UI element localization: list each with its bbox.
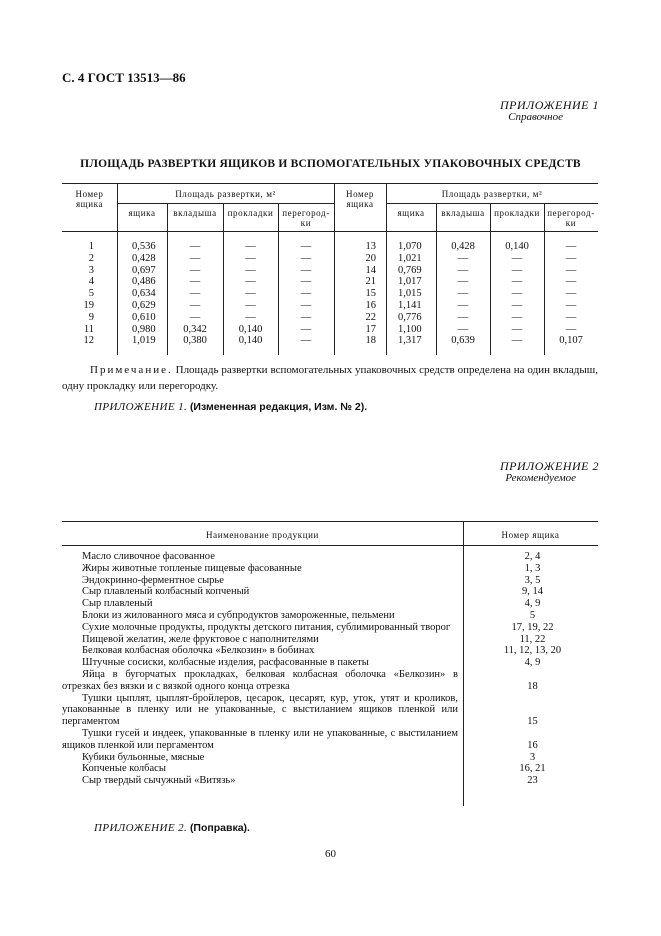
table-cell: 0,536 bbox=[132, 241, 156, 252]
table-cell: 15 bbox=[365, 288, 376, 300]
table-cell: 21 bbox=[365, 276, 376, 288]
table-cell: 0,140 bbox=[238, 323, 263, 335]
table-cell: 0,769 bbox=[398, 264, 422, 276]
table-cell: 3 bbox=[88, 264, 94, 276]
table-cell: — bbox=[189, 299, 201, 311]
table-cell: 9 bbox=[88, 311, 94, 323]
table-cell: 19 bbox=[83, 299, 94, 311]
product-name: Сыр твердый сычужный «Витязь» bbox=[82, 775, 236, 787]
product-name: Эндокринно-ферментное сырье bbox=[82, 574, 224, 586]
right-pad-column bbox=[490, 241, 544, 347]
product-name: Копченые колбасы bbox=[82, 763, 166, 775]
left-insert-column bbox=[167, 241, 223, 347]
table-row bbox=[62, 551, 598, 563]
table-cell: 0,697 bbox=[132, 264, 156, 276]
appendix1-subtitle: Справочное bbox=[508, 111, 563, 123]
products-rows bbox=[62, 551, 598, 787]
table-cell: — bbox=[300, 288, 312, 300]
table-row bbox=[62, 563, 598, 575]
table-cell: — bbox=[300, 241, 312, 252]
table-cell: 2 bbox=[88, 252, 94, 264]
table-cell: — bbox=[300, 299, 312, 311]
table-cell: 1,019 bbox=[132, 335, 156, 347]
table-row bbox=[62, 752, 598, 764]
table-cell: 0,428 bbox=[132, 252, 156, 264]
table-cell: 0,428 bbox=[451, 241, 475, 252]
table-cell: 0,140 bbox=[238, 335, 263, 347]
table-row bbox=[62, 610, 598, 622]
header-area-right: Площадь развертки, м² bbox=[441, 189, 543, 199]
edition-label: ПРИЛОЖЕНИЕ 1. bbox=[94, 401, 188, 413]
header-partition-right: перегород- ки bbox=[547, 208, 595, 228]
product-name: Штучные сосиски, колбасные изделия, расфасованные в пакеты bbox=[82, 657, 369, 669]
table-cell: — bbox=[245, 252, 256, 264]
table-cell: 14 bbox=[365, 264, 376, 276]
table-cell: — bbox=[300, 335, 312, 347]
header-nomer: Номер ящика bbox=[75, 189, 104, 209]
table-cell: — bbox=[511, 311, 523, 323]
edition2-label: ПРИЛОЖЕНИЕ 2. bbox=[94, 822, 188, 834]
table-cell: — bbox=[245, 288, 256, 300]
table-cell: 12 bbox=[83, 335, 94, 347]
table-cell: — bbox=[511, 288, 523, 300]
appendix2-subtitle: Рекомендуемое bbox=[505, 472, 576, 484]
box-number: 2, 4 bbox=[524, 551, 541, 562]
box-number: 3 bbox=[529, 751, 536, 763]
table-cell: 0,342 bbox=[183, 323, 207, 335]
table-row bbox=[62, 645, 598, 657]
table-cell: — bbox=[565, 299, 577, 311]
table-cell: 16 bbox=[365, 299, 376, 311]
table-cell: — bbox=[245, 276, 256, 288]
header-nomer-right: Номер ящика bbox=[345, 189, 375, 209]
table-cell: — bbox=[565, 241, 577, 252]
table-cell: — bbox=[189, 311, 201, 323]
table-cell: — bbox=[245, 264, 256, 276]
product-name: Жиры животные топленые пищевые фасованные bbox=[82, 562, 302, 574]
product-name: Сухие молочные продукты, продукты детского питания, сублимированный творог bbox=[82, 621, 451, 633]
box-number: 1, 3 bbox=[524, 562, 541, 574]
product-name: Тушки гусей и индеек, упакованные в пленку или не упакованные, с выстиланием ящиков пленкой или пергаментом bbox=[62, 727, 458, 751]
left-nomer-column bbox=[62, 241, 94, 347]
header-product-name: Наименование продукции bbox=[206, 530, 319, 540]
table-cell: — bbox=[300, 276, 312, 288]
table-row bbox=[62, 598, 598, 610]
box-number: 18 bbox=[527, 680, 538, 692]
table-cell: 5 bbox=[88, 288, 94, 300]
table-cell: 1,070 bbox=[398, 241, 422, 252]
table-row bbox=[62, 575, 598, 587]
table-cell: — bbox=[189, 276, 201, 288]
header-area: Площадь развертки, м² bbox=[175, 189, 276, 199]
appendix2-title: ПРИЛОЖЕНИЕ 2 bbox=[500, 459, 599, 473]
table-cell: 1,100 bbox=[398, 323, 422, 335]
table-cell: 1,317 bbox=[398, 335, 422, 347]
box-number: 4, 9 bbox=[524, 598, 541, 610]
box-number: 3, 5 bbox=[524, 574, 541, 586]
table-note bbox=[62, 362, 598, 394]
table-cell: — bbox=[565, 252, 577, 264]
table-cell: 1,021 bbox=[398, 252, 422, 264]
box-number: 11, 12, 13, 20 bbox=[503, 645, 562, 657]
header-partition: перегород- ки bbox=[282, 208, 330, 228]
table-cell: — bbox=[457, 299, 469, 311]
table-cell: — bbox=[189, 264, 201, 276]
product-name: Яйца в бугорчатых прокладках, белковая колбасная оболочка «Белкозин» в отрезках без вязки и с вязкой одного конца отрезка bbox=[62, 668, 458, 692]
table-cell: 1,015 bbox=[398, 288, 422, 300]
table-cell: 0,639 bbox=[451, 335, 475, 347]
table-cell: — bbox=[565, 276, 577, 288]
table-cell: — bbox=[565, 288, 577, 300]
edition-text: (Измененная редакция, Изм. № 2). bbox=[189, 401, 368, 413]
table-cell: 1 bbox=[88, 241, 94, 252]
box-number: 23 bbox=[527, 775, 538, 787]
products-table bbox=[62, 521, 598, 806]
table-cell: 11 bbox=[83, 323, 94, 335]
table-cell: — bbox=[457, 288, 469, 300]
product-name: Сыр плавленый колбасный копченый bbox=[82, 586, 250, 598]
document-header: С. 4 ГОСТ 13513—86 bbox=[62, 70, 186, 85]
header-insert: вкладыша bbox=[173, 208, 217, 218]
table-cell: 0,610 bbox=[132, 311, 156, 323]
table-row bbox=[62, 763, 598, 775]
right-nomer-column bbox=[344, 241, 376, 347]
table-cell: 18 bbox=[365, 335, 376, 347]
table-cell: 1,141 bbox=[398, 299, 422, 311]
table-row bbox=[62, 622, 598, 634]
table-cell: — bbox=[457, 311, 469, 323]
table-row bbox=[62, 634, 598, 646]
table-row bbox=[62, 657, 598, 669]
table-row bbox=[62, 775, 598, 787]
table-cell: — bbox=[300, 252, 312, 264]
area-table bbox=[62, 183, 598, 355]
table-cell: — bbox=[300, 264, 312, 276]
box-number: 15 bbox=[527, 716, 538, 728]
product-name: Кубики бульонные, мясные bbox=[82, 751, 205, 763]
note-text: Площадь развертки вспомогательных упаковочных средств определена на один вкладыш, одну прокладку или перегородку. bbox=[62, 364, 598, 392]
table-row bbox=[62, 693, 598, 728]
table-cell: — bbox=[565, 264, 577, 276]
table-cell: — bbox=[457, 252, 469, 264]
header-pad: прокладки bbox=[227, 208, 274, 218]
table-cell: — bbox=[565, 323, 577, 335]
appendix2-edition bbox=[94, 822, 250, 834]
table-cell: — bbox=[457, 323, 469, 335]
table-cell: — bbox=[511, 252, 523, 264]
box-number: 16, 21 bbox=[519, 763, 546, 775]
product-name: Сыр плавленый bbox=[82, 598, 153, 610]
table-cell: 22 bbox=[365, 311, 376, 323]
table-cell: 0,980 bbox=[132, 323, 156, 335]
box-number: 5 bbox=[529, 609, 536, 621]
table-cell: 0,140 bbox=[505, 241, 529, 252]
product-name: Тушки цыплят, цыплят-бройлеров, цесарок, цесарят, кур, уток, утят и кроликов, упакованные в пленку или не упакованные, с выстиланием ящиков пленкой или пергаментом bbox=[62, 692, 458, 728]
note-label: Примечание. bbox=[90, 364, 173, 376]
table-cell: 17 bbox=[365, 323, 376, 335]
table-cell: — bbox=[511, 299, 523, 311]
appendix1-title: ПРИЛОЖЕНИЕ 1 bbox=[500, 98, 599, 112]
left-box-column bbox=[132, 241, 172, 347]
table-cell: — bbox=[457, 264, 469, 276]
page-number: 60 bbox=[325, 848, 336, 860]
table-cell: 1,017 bbox=[398, 276, 422, 288]
left-partition-column bbox=[278, 241, 334, 347]
edition2-text: (Поправка). bbox=[189, 822, 250, 834]
product-name: Масло сливочное фасованное bbox=[82, 551, 215, 562]
table-cell: — bbox=[511, 264, 523, 276]
table-cell: — bbox=[245, 241, 256, 252]
appendix1-edition bbox=[94, 401, 367, 413]
table-cell: — bbox=[511, 323, 523, 335]
table-cell: 4 bbox=[88, 276, 94, 288]
table-cell: — bbox=[189, 288, 201, 300]
table-row bbox=[62, 669, 598, 693]
table-cell: 13 bbox=[365, 241, 376, 252]
table-cell: — bbox=[189, 241, 201, 252]
left-pad-column bbox=[223, 241, 278, 347]
box-number: 4, 9 bbox=[524, 657, 541, 669]
table-cell: — bbox=[511, 276, 523, 288]
box-number: 9, 14 bbox=[522, 586, 543, 598]
table-cell: — bbox=[511, 335, 523, 347]
table-cell: — bbox=[300, 323, 312, 335]
box-number: 17, 19, 22 bbox=[511, 621, 554, 633]
table-cell: 0,107 bbox=[559, 335, 583, 347]
box-number: 16 bbox=[527, 739, 538, 751]
table-cell: — bbox=[565, 311, 577, 323]
table-cell: — bbox=[300, 311, 312, 323]
box-number: 11, 22 bbox=[519, 633, 546, 645]
right-box-column bbox=[398, 241, 438, 347]
table-cell: 0,629 bbox=[132, 299, 156, 311]
right-partition-column bbox=[544, 241, 598, 347]
header-box-right: ящика bbox=[397, 208, 425, 218]
product-name: Пищевой желатин, желе фруктовое с наполнителями bbox=[82, 633, 319, 645]
table-row bbox=[62, 586, 598, 598]
header-pad-right: прокладки bbox=[494, 208, 540, 218]
right-insert-column bbox=[436, 241, 490, 347]
table-cell: 0,634 bbox=[132, 288, 156, 300]
product-name: Блоки из жилованного мяса и субпродуктов замороженные, пельмени bbox=[82, 609, 395, 621]
header-box: ящика bbox=[128, 208, 156, 218]
table-cell: — bbox=[245, 311, 256, 323]
table-row bbox=[62, 728, 598, 752]
table-cell: 0,776 bbox=[398, 311, 422, 323]
product-name: Белковая колбасная оболочка «Белкозин» в бобинах bbox=[82, 645, 315, 657]
table-cell: — bbox=[189, 252, 201, 264]
table-cell: — bbox=[457, 276, 469, 288]
table-cell: — bbox=[245, 299, 256, 311]
table-cell: 0,380 bbox=[183, 335, 207, 347]
header-box-number: Номер ящика bbox=[501, 530, 560, 540]
table-cell: 20 bbox=[365, 252, 376, 264]
appendix1-table-title: ПЛОЩАДЬ РАЗВЕРТКИ ЯЩИКОВ И ВСПОМОГАТЕЛЬНЫХ УПАКОВОЧНЫХ СРЕДСТВ bbox=[80, 158, 581, 170]
header-insert-right: вкладыша bbox=[441, 208, 485, 218]
table-cell: 0,486 bbox=[132, 276, 156, 288]
